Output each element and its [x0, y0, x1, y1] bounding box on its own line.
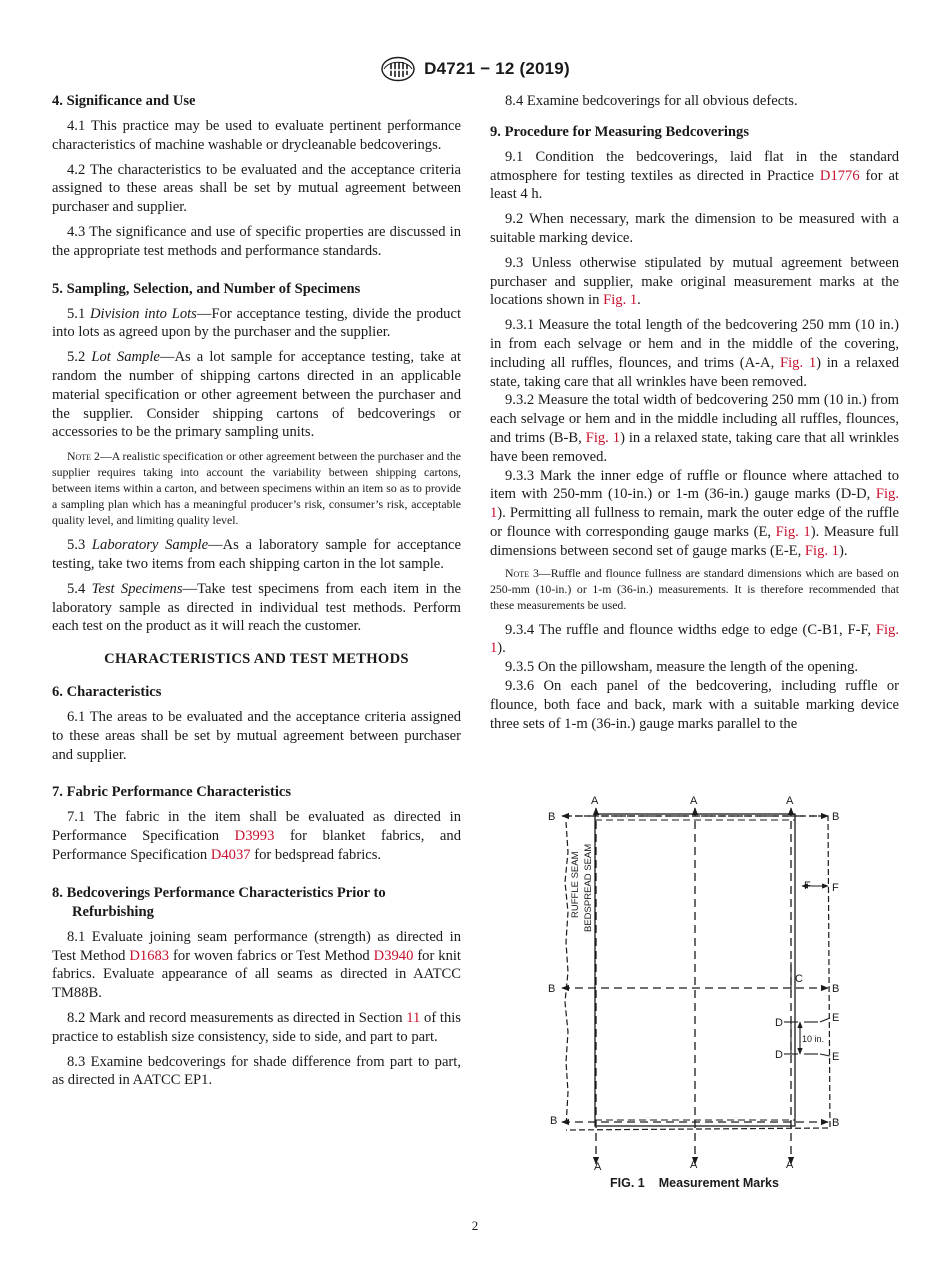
svg-text:B: B — [832, 1117, 840, 1129]
link-d1683[interactable]: D1683 — [129, 947, 170, 964]
link-fig-1[interactable]: Fig. 1 — [779, 354, 817, 371]
svg-text:A: A — [786, 1159, 794, 1171]
section-6-title: 6. Characteristics — [52, 683, 162, 700]
svg-text:A: A — [591, 795, 599, 807]
svg-text:E: E — [832, 1012, 840, 1024]
para-5-4: 5.4 Test Specimens—Take test specimens from each item in the laboratory sample as directed in individual test methods. Perform each test on the product as it will reach the customer. — [52, 580, 461, 635]
para-8-1: 8.1 Evaluate joining seam performance (strength) as directed in Test Method D1683 for woven fabrics or Test Method D3940 for knit fabrics. Evaluate appearance of all seams as directed in AATCC TM88B. — [52, 928, 461, 1002]
page-header — [0, 56, 950, 82]
length-lines-a-a — [596, 808, 791, 1164]
svg-text:F: F — [832, 882, 839, 894]
measurement-marks-figure — [538, 792, 858, 1182]
note-3: Note 3—Ruffle and flounce fullness are standard dimensions which are based on 250-mm (10-in.) or 1-m (36-in.) measurements. It is therefore recommended that these measurements be used. — [490, 565, 900, 612]
svg-text:A: A — [594, 1161, 602, 1173]
section-7-title: 7. Fabric Performance Characteristics — [52, 784, 292, 801]
svg-text:B: B — [832, 983, 840, 995]
section-9-title: 9. Procedure for Measuring Bedcoverings — [490, 123, 750, 140]
svg-text:10 in.: 10 in. — [802, 1034, 825, 1044]
ruffle-marks — [784, 886, 830, 1056]
link-fig-1[interactable]: Fig. 1 — [775, 523, 811, 540]
characteristics-heading: CHARACTERISTICS AND TEST METHODS — [104, 651, 409, 668]
link-fig-1[interactable]: Fig. 1 — [490, 621, 899, 657]
svg-text:A: A — [690, 1159, 698, 1171]
svg-text:B: B — [548, 983, 556, 995]
bedcovering-outline — [565, 814, 830, 1130]
link-d1776[interactable]: D1776 — [819, 167, 860, 184]
link-d4037[interactable]: D4037 — [210, 846, 251, 863]
para-9-3-1: 9.3.1 Measure the total length of the bedcovering 250 mm (10 in.) in from each selvage or hem and in the middle of the covering, including all ruffles, flounces, and trims (A-A, Fig. 1) in a relaxed state, taking care that all wrinkles have been removed. — [490, 317, 899, 390]
para-8-3: 8.3 Examine bedcoverings for shade difference from part to part, as directed in AATCC EP1. — [52, 1053, 461, 1089]
link-d3940[interactable]: D3940 — [373, 947, 414, 964]
figure-caption: FIG. 1 Measurement Marks — [610, 1176, 779, 1190]
astm-logo-icon — [380, 56, 416, 82]
para-7-1: 7.1 The fabric in the item shall be evaluated as directed in Performance Specification D3993 for blanket fabrics, and Performance Specification D4037 for bedspread fabrics. — [52, 809, 461, 863]
section-4-title: 4. Significance and Use — [52, 93, 196, 109]
para-9-1: 9.1 Condition the bedcoverings, laid flat in the standard atmosphere for testing textiles as directed in Practice D1776 for at least 4 h. — [490, 148, 899, 203]
para-6-1: 6.1 The areas to be evaluated and the acceptance criteria assigned to these areas shall be set by mutual agreement between purchaser and supplier. — [52, 708, 461, 763]
note-2: Note 2—A realistic specification or other agreement between the purchaser and the supplier requires taking into account the variability between shipping cartons, between items within a carton, and between specimens within an item so as to provide a sampling plan which has a meaningful producer’s risk, consumer’s risk, acceptable quality level, and limiting quality level. — [52, 449, 461, 528]
link-fig-1[interactable]: Fig. 1 — [603, 292, 638, 309]
svg-text:D: D — [775, 1017, 783, 1029]
para-8-2: 8.2 Mark and record measurements as directed in Section 11 of this practice to establish size consistency, side to side, and part to part. — [52, 1009, 461, 1045]
para-9-3-4: 9.3.4 The ruffle and flounce widths edge to edge (C-B1, F-F, Fig. 1). — [490, 621, 899, 657]
para-5-2: 5.2 Lot Sample—As a lot sample for acceptance testing, take at random the number of shipping cartons directed in an applicable material specification or other agreement between the purchaser and the supplier. Consider shipping cartons of bedcoverings or accessories to be the primary sampling units. — [52, 349, 462, 441]
svg-text:BEDSPREAD SEAM: BEDSPREAD SEAM — [583, 843, 594, 932]
para-4-1: 4.1 This practice may be used to evaluate pertinent performance characteristics of machine washable or drycleanable bedcoverings. — [52, 118, 461, 153]
svg-text:A: A — [786, 795, 794, 807]
link-fig-1[interactable]: Fig. 1 — [804, 542, 839, 559]
svg-text:B: B — [550, 1115, 558, 1127]
para-9-2: 9.2 When necessary, mark the dimension to be measured with a suitable marking device. — [490, 211, 899, 246]
document-designation: D4721 − 12 (2019) — [424, 59, 570, 78]
svg-text:B: B — [548, 811, 556, 823]
right-column — [490, 92, 899, 733]
svg-text:D: D — [775, 1049, 783, 1061]
para-4-2: 4.2 The characteristics to be evaluated and the acceptance criteria assigned to these areas shall be set by mutual agreement between purchaser and supplier. — [52, 161, 461, 216]
svg-text:E: E — [832, 1051, 840, 1063]
para-9-3-5: 9.3.5 On the pillowsham, measure the length of the opening. — [505, 659, 859, 676]
para-9-3-2: 9.3.2 Measure the total width of bedcovering 250 mm (10 in.) from each selvage or hem and in the middle including all ruffles, flounces, and trims (B-B, Fig. 1) in a relaxed state, taking care that all wrinkles have been removed. — [490, 392, 900, 465]
svg-text:A: A — [690, 795, 698, 807]
page-number: 2 — [471, 1218, 479, 1233]
para-9-3: 9.3 Unless otherwise stipulated by mutual agreement between purchaser and supplier, make original measurement marks at the locations shown in Fig. 1. — [490, 254, 899, 309]
para-9-3-6: 9.3.6 On each panel of the bedcovering, including ruffle or flounce, both face and back, mark with a suitable marking device three sets of 1-m (36-in.) gauge marks parallel to the — [490, 677, 899, 732]
left-column — [52, 92, 461, 1096]
para-5-1: 5.1 Division into Lots—For acceptance testing, divide the product into lots as agreed upon by the purchaser and the supplier. — [52, 305, 461, 341]
link-fig-1[interactable]: Fig. 1 — [490, 486, 899, 522]
link-section-11[interactable]: 11 — [406, 1009, 421, 1026]
section-8-title: 8. Bedcoverings Performance Characteristics Prior to Refurbishing — [52, 884, 386, 920]
link-fig-1[interactable]: Fig. 1 — [585, 429, 621, 446]
link-d3993[interactable]: D3993 — [234, 828, 275, 845]
para-8-4: 8.4 Examine bedcoverings for all obvious defects. — [505, 93, 798, 109]
section-5-title: 5. Sampling, Selection, and Number of Specimens — [52, 280, 361, 297]
para-9-3-3: 9.3.3 Mark the inner edge of ruffle or flounce where attached to item with 250-mm (10-in.) or 1-m (36-in.) gauge marks (D-D, Fig. 1). Permitting all fullness to remain, mark the outer edge of the ruffle or flounce with corresponding gauge marks (E, Fig. 1). Measure full dimensions between second set of gauge marks (E-E, Fig. 1). — [490, 467, 899, 559]
para-4-3: 4.3 The significance and use of specific properties are discussed in the appropriate test methods and performance standards. — [52, 223, 461, 259]
svg-text:F: F — [804, 880, 811, 892]
para-5-3: 5.3 Laboratory Sample—As a laboratory sample for acceptance testing, take two items from each shipping carton in the lot sample. — [52, 537, 461, 572]
svg-text:B: B — [832, 811, 840, 823]
svg-text:RUFFLE SEAM: RUFFLE SEAM — [570, 851, 581, 918]
svg-text:C: C — [795, 973, 803, 985]
